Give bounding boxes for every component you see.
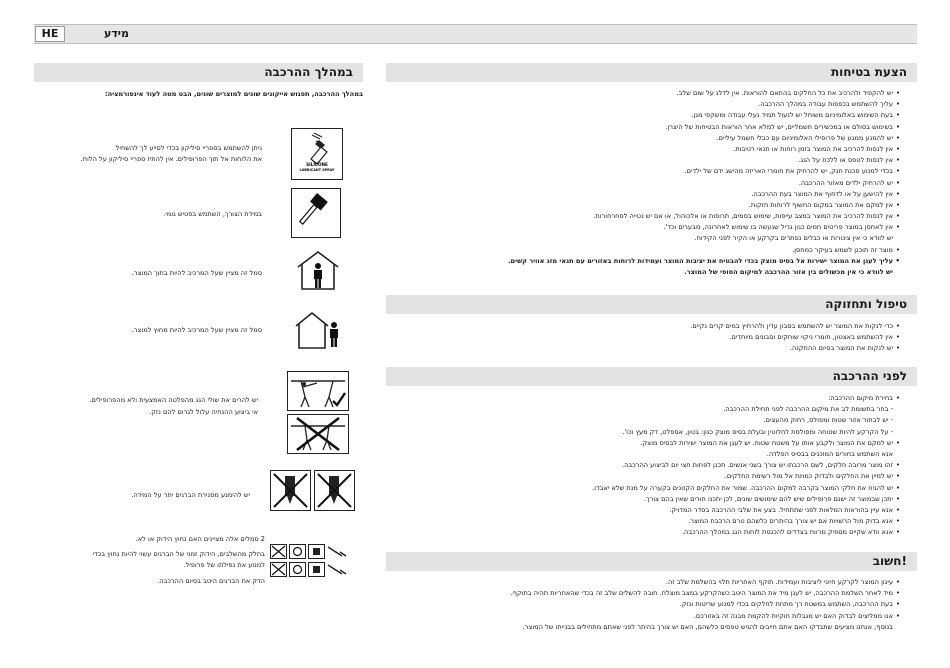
bolts-text-4: הדק את הברגים היטב בסיום ההרכבה.: [157, 577, 265, 585]
safety-item: • בעת השימוש באלומיניום משוחל יש לנעול תמיד נעלי עבודה ומשקפי מגן.: [386, 110, 917, 121]
overtighten-screw-icon: [270, 470, 356, 518]
rubber-mallet-icon: [291, 188, 341, 238]
safety-item: • עליך לעגן את המוצר ישירות אל בסיס מוצק בכדי להבטיח את יציבות המוצר ועמידות לרוחות באזורים עם תנאי מזג אוויר קשים.: [386, 256, 917, 267]
lift-correct-icon: [287, 371, 349, 411]
before-header: [386, 367, 917, 386]
safety-item: • יש להמנע ממגע של פרופילי האלומיניום עם כבלי חשמל עיליים.: [386, 133, 917, 144]
important-item: • אנו ממליצים לבדוק האם יש מגבלות חוקיות להקמת מבנה זה באזורכם.: [386, 611, 917, 622]
safety-item: • בכדי למנוע סכנת חנק, יש להרחיק את חומרי האריזה מהישג ידם של ילדים.: [386, 166, 917, 177]
maintenance-header: [386, 295, 917, 314]
before-list: [386, 393, 917, 538]
safety-header: [386, 63, 917, 82]
maintenance-item: • כדי לנקות את המוצר יש להשתמש בסבון עדין ולהרחיץ במים קרים נקיים.: [386, 321, 917, 332]
safety-item: • אין לאחסן במוצר פריטים חמים כגון גריל שנעשה בו שימוש לאחרונה, מבערים וכד'.: [386, 222, 917, 233]
spray-text-2: את הלוחות אל תוך הפרופילים. אין להתיז ספריי סיליקון על הלוח.: [80, 155, 262, 163]
important-title: חשוב!: [872, 554, 907, 568]
safety-item: • עליך להשתמש בכפפות עבודה במהלך ההרכבה.: [386, 99, 917, 110]
screw-text: יש להימנע מסגירת הברגים יתר על המידה.: [131, 491, 250, 499]
maintenance-title: טיפול ותחזוקה: [825, 297, 907, 311]
before-item: • בחירת מיקום ההרכבה:: [386, 393, 917, 404]
bolts-text-1: 2 סמלים אלה מציינים האם נחוץ הידוק או לא.: [135, 535, 265, 543]
assembly-header: [34, 63, 363, 82]
before-item: אנא השתמש בחורים המוכנים בבסיס הפלדה.: [766, 449, 893, 458]
maintenance-list: [386, 321, 917, 355]
important-item: • בעת ההרכבה, השתמש במשטח רך מתחת לחלקים בכדי למנוע שריטות ונזק.: [386, 599, 917, 610]
important-item: בנוסף, אנחנו מציעים שתבדקו האם אתם חייבים להגיש טפסים כלשהם, האם יש צורך בהיתר לפני שאתם מתחילים בבנייתו של המוצר.: [522, 622, 893, 631]
spray-text-1: ניתן להשתמש בספריי סיליקון בכדי לסייע לך להשחיל: [115, 144, 262, 152]
maintenance-item: • יש לנקות את המוצר בסיום ההתקנה.: [386, 343, 917, 354]
before-item: • אנא עיין בהוראות המלאות לפני שתתחיל. בצע את שלבי ההרכבה בסדר המדויק.: [386, 505, 917, 516]
before-item: • זהו מוצר מרובה חלקים, לשם הרכבתו יש צורך בשני אנשים. תכנן לפחות חצי יום לביצוע ההרכבה.: [386, 460, 917, 471]
safety-item: • מוצר זה תוכנן לשמש בעיקר כמחסן.: [386, 245, 917, 256]
before-item: - על הקרקע להיות שטוחה ומפולסת לחלוטין ובעלת בסיס מוצק כגון: בטון, אספלט, דק מעץ וכו'.: [622, 427, 893, 436]
before-item: - בחר בתשומת לב את מיקום ההרכבה לפני תחילת ההרכבה.: [723, 405, 893, 414]
safety-title: הצעת בטיחות: [830, 65, 907, 79]
before-title: לפני ההרכבה: [832, 369, 907, 383]
bolts-text-3: למנוע את נפילתו של פרופיל.: [183, 561, 265, 569]
safety-item: יש לוודא כי אין מכשולים בין אזור ההרכבה למיקום הסופי של המוצר.: [684, 268, 893, 276]
mallet-text: במידת הצורך, השתמש בפטיש גומי.: [163, 210, 262, 218]
lift-wrong-icon: [287, 414, 349, 454]
before-item: • יש להניח את חלקי המוצר בקרבה למקום ההרכבה. שמור את החלקים הקטנים בקערה על מנת שלא יאבדו.: [386, 483, 917, 494]
lift-text-2: אי ביצוע ההנחיה עלול לגרום להם נזק.: [149, 408, 258, 416]
assembly-title: במהלך ההרכבה: [264, 65, 353, 79]
safety-item: • יש להקפיד ולהרכיב את כל החלקים בהתאם להוראות. אין לדלג על שום שלב.: [386, 88, 917, 99]
inside-product-icon: [294, 249, 342, 291]
before-item: • יש למקם את המוצר ולקבע אותו על משטח שטוח. יש לעגן את המוצר ישירות לבסיס מוצק.: [386, 438, 917, 449]
assembly-intro: במהלך ההרכבה, תפגוש אייקונים שונים למוצרים שונים, הבט מטה לעוד אינפורמציה:: [105, 90, 363, 98]
language-code: HE: [35, 26, 65, 42]
safety-item: יש לוודא כי אין צינורות או כבלים נסתרים בקרקע או הקיר לפני הקידוח.: [694, 234, 893, 243]
section-label: מידע: [104, 27, 129, 40]
spray-label-2: LUBRICANT SPRAY: [299, 168, 335, 172]
before-item: • אנא בדוק מול הרשויות אם יש צורך בהיתרים כלשהם טרם הרכבת המוצר.: [386, 516, 917, 527]
important-item: • מיד לאחר השלמת ההרכבה, יש לעגן מיד את המוצר היטב כשהקרקע במצב מוצלח. חובה להשלים שלב זה בכדי שהאחריות תהיה בתוקף.: [386, 588, 917, 599]
important-item: • עיגון המוצר לקרקע חיוני ליציבות ועמידות. תוקף האחריות תלוי בהשלמת שלב זה.: [386, 577, 917, 588]
before-item: • יש למיין את החלקים ולבדוק כמויות אל מול רשימת החלקים.: [386, 471, 917, 482]
safety-item: • אין למקם את המוצר במקום החשוף לרוחות חזקות.: [386, 200, 917, 211]
before-item: • אנא וודא שקיים מספיק מרווח בצדדים להכנסת לוחות הגג במהלך ההרכבה.: [386, 527, 917, 538]
outside-product-icon: [294, 310, 344, 350]
silicone-spray-icon: [291, 128, 343, 180]
inside-text: סמל זה מציין שעל המרכיב להיות בתוך המוצר.: [131, 269, 262, 277]
important-header: [386, 552, 917, 571]
safety-item: • אין להישען על או לדחוף את המוצר בעת ההרכבה.: [386, 189, 917, 200]
safety-list: [386, 88, 917, 278]
before-item: • יתכן שבמוצר זה ישנם פרופילים שיש להם שימושים שונים, לכן יתכנו חורים שאין בהם צורך.: [386, 494, 917, 505]
safety-item: • יש להרחיק ילדים מאזור ההרכבה.: [386, 178, 917, 189]
safety-item: • בשימוש בסולם או במכשירים חשמליים, יש למלא אחר הוראות הבטיחות של היצרן.: [386, 122, 917, 133]
before-item: - יש לבחור אזור שטוח ומפולס, רחוק מהעצים.: [763, 416, 893, 425]
language-bar: [34, 24, 917, 44]
spray-label-1: SILICONE: [306, 162, 328, 167]
safety-item: • אין לנסות להרכיב את המוצר במצב עייפות, שימוש בסמים, תרופות או אלכוהול, או אם יש נטייה לסחרחורות.: [386, 211, 917, 222]
important-list: [386, 577, 917, 633]
tightening-bolts-icon: [270, 544, 360, 580]
maintenance-item: • אין להשתמש באצטון, חומרי ניקוי שוחקים וסבונים מיוחדים.: [386, 332, 917, 343]
outside-text: סמל זה מציין שעל המרכיב להיות מחוץ למוצר.: [131, 326, 262, 334]
lift-text-1: יש להרים את שולי הגג מהפלטה האמצעית ולא מהפרופילים.: [89, 396, 258, 404]
safety-item: • אין לנסות להרכיב את המוצר בזמן רוחות או תנאי רטיבות.: [386, 144, 917, 155]
safety-item: • אין לנסות לטפס או ללכת על הגג.: [386, 155, 917, 166]
bolts-text-2: בחלק מהשלבים, הידוק זמני של הברגים עשוי להיות נחוץ בכדי: [92, 550, 265, 558]
